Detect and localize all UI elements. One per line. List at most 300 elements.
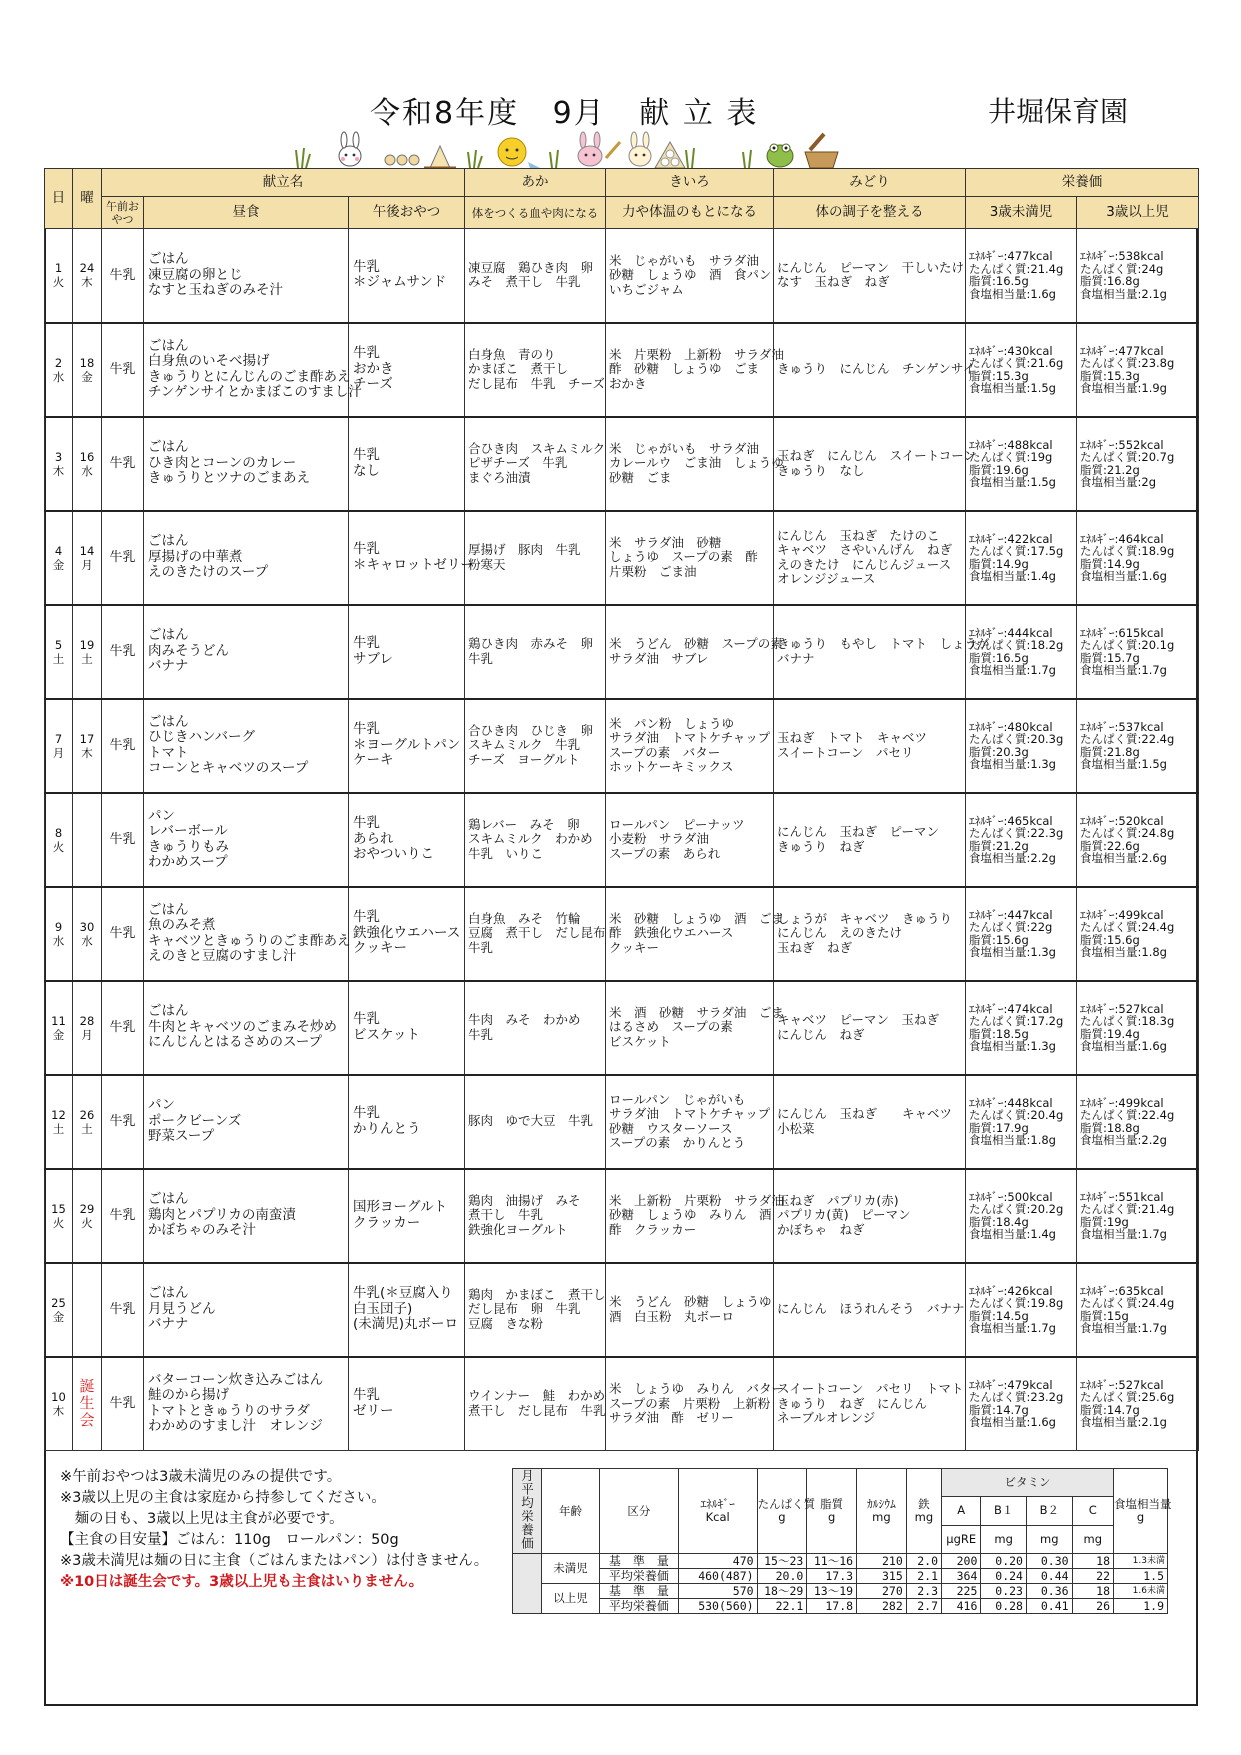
cell-line: 酢 クラッカー: [609, 1221, 697, 1237]
rabbit-cream-icon: [629, 132, 651, 166]
cell-line: サラダ油 酢 ゼリー: [609, 1410, 734, 1425]
date-cell: [45, 699, 73, 793]
cell-line: スキムミルク 牛乳: [468, 737, 581, 753]
lunch-cell: [144, 699, 349, 793]
date: 11: [51, 1013, 66, 1028]
date-cell: [45, 511, 73, 605]
nutrition-under3-cell: [966, 981, 1077, 1075]
table-row: [45, 699, 1199, 793]
cell-line: 脂質:14.5g: [969, 1308, 1029, 1323]
date2-cell: [73, 887, 102, 981]
avg-row: [513, 1599, 1168, 1614]
avg-value-salt: 1.9: [1114, 1599, 1168, 1614]
avg-value-b1: 0.24: [981, 1569, 1027, 1584]
avg-value-p: 20.0: [757, 1569, 807, 1584]
cell-line: ｴﾈﾙｷﾞｰ:465kcal: [969, 813, 1053, 828]
cell-line: ごはん: [148, 1191, 189, 1208]
header-red: あか: [465, 169, 606, 197]
cell-line: いちごジャム: [609, 281, 684, 297]
cell-line: 食塩相当量:1.9g: [1080, 381, 1167, 395]
cell-line: 食塩相当量:1.5g: [969, 381, 1056, 395]
avg-value-fe: 2.1: [906, 1569, 941, 1584]
yellow-group-cell: [606, 887, 785, 981]
cell-line: ｴﾈﾙｷﾞｰ:479kcal: [969, 1377, 1053, 1392]
date2: 30: [79, 919, 95, 934]
nutrition-over3-cell: [1077, 1263, 1199, 1357]
cell-line: 鶏肉とパプリカの南蛮漬: [148, 1206, 296, 1223]
cell-line: かぼちゃ ねぎ: [777, 1221, 865, 1237]
cell-line: たんぱく質:19.8g: [969, 1296, 1064, 1310]
red-group-cell: [465, 323, 606, 417]
cell-line: 牛乳: [468, 939, 494, 955]
cell-line: ピザチーズ 牛乳: [468, 455, 568, 471]
cell-line: にんじん えのきたけ: [777, 925, 903, 941]
date2-cell: [73, 1357, 102, 1451]
cell-line: かまぼこ 煮干し: [468, 361, 569, 377]
cell-line: ｴﾈﾙｷﾞｰ:615kcal: [1080, 625, 1164, 640]
cell-line: おかき: [609, 375, 647, 391]
cell-line: 食塩相当量:1.3g: [969, 945, 1056, 959]
cell-line: ごはん: [148, 533, 189, 550]
avg-value-p: 22.1: [757, 1599, 807, 1614]
cell-line: 砂糖 ごま: [609, 469, 672, 485]
weekday: 火: [52, 275, 65, 290]
yellow-group-cell: [606, 1263, 774, 1357]
cell-line: 鶏レバー みそ 卵: [468, 816, 580, 832]
avg-value-ca: 270: [857, 1584, 907, 1599]
morning-snack-cell: 牛乳: [102, 699, 144, 793]
avg-value-fe: 2.7: [906, 1599, 941, 1614]
note-line: 麺の日も、3歳以上児は主食が必要です。: [60, 1511, 344, 1527]
avg-value-salt: 1.5: [1114, 1569, 1168, 1584]
cell-line: ｴﾈﾙｷﾞｰ:464kcal: [1080, 531, 1164, 546]
cell-line: 脂質:22.6g: [1080, 838, 1140, 853]
birthday-label: 生: [79, 1394, 95, 1413]
cell-line: ｴﾈﾙｷﾞｰ:520kcal: [1080, 813, 1164, 828]
cell-line: 白身魚のいそべ揚げ: [148, 353, 270, 369]
cell-line: たんぱく質:25.6g: [1080, 1390, 1175, 1405]
avg-age: 未満児: [542, 1554, 600, 1584]
cell-line: 食塩相当量:1.3g: [969, 1039, 1056, 1053]
cell-line: (未満児)丸ボーロ: [353, 1316, 459, 1333]
avg-value-f: 13～19: [807, 1584, 857, 1599]
header-green: みどり: [774, 169, 966, 197]
note-line: ※午前おやつは3歳未満児のみの提供です。: [60, 1469, 342, 1485]
date-cell: [45, 229, 73, 323]
table-row: [45, 417, 1199, 511]
date: 10: [51, 1389, 66, 1404]
cell-line: 食塩相当量:1.5g: [1080, 757, 1167, 771]
header-nutrition: 栄養価: [966, 169, 1199, 197]
yellow-group-cell: [606, 1075, 774, 1169]
nutrition-under3-cell: [966, 1357, 1077, 1451]
cell-line: 脂質:15.7g: [1080, 650, 1140, 665]
cell-line: 豆腐 煮干し だし昆布: [468, 925, 606, 941]
cell-line: 脂質:15.6g: [969, 932, 1029, 947]
nutrition-under3-cell: [966, 323, 1077, 417]
avg-value-a: 364: [942, 1569, 981, 1584]
avg-value-c: 18: [1072, 1584, 1113, 1599]
red-group-cell: [465, 699, 606, 793]
cell-line: サラダ油 トマトケチャップ: [609, 1106, 771, 1121]
cell-line: なし: [353, 462, 380, 479]
cell-line: たんぱく質:20.2g: [969, 1202, 1064, 1216]
cell-line: にんじん 玉ねぎ キャベツ: [777, 1106, 953, 1121]
nutrition-over3-cell: [1077, 981, 1199, 1075]
mortar-icon: [805, 134, 838, 168]
avg-kubun: 平均栄養価: [600, 1599, 679, 1614]
morning-snack-cell: 牛乳: [102, 1263, 144, 1357]
red-group-cell: [465, 793, 606, 887]
lunch-cell: [144, 1169, 349, 1263]
cell-line: なすと玉ねぎのみそ汁: [148, 282, 283, 298]
cell-line: 食塩相当量:1.6g: [969, 1415, 1056, 1430]
nutrition-under3-cell: [966, 511, 1077, 605]
cell-line: 牛乳: [468, 650, 494, 666]
cell-line: ごはん: [148, 1003, 189, 1020]
cell-line: 食塩相当量:2.1g: [1080, 1415, 1167, 1430]
weekday2: 木: [81, 745, 93, 760]
cell-line: 酢 鉄強化ウエハース: [609, 925, 734, 941]
cell-line: 牛乳: [353, 1387, 380, 1404]
avg-kubun-header: 区分: [600, 1469, 679, 1554]
date2: 17: [79, 731, 95, 746]
cell-line: ｴﾈﾙｷﾞｰ:551kcal: [1080, 1189, 1164, 1204]
morning-snack-cell: 牛乳: [102, 1075, 144, 1169]
cell-line: たんぱく質:21.6g: [969, 356, 1064, 370]
avg-energy-header: ｴﾈﾙｷﾞｰ Kcal: [678, 1469, 757, 1554]
note-birthday: ※10日は誕生会です。3歳以上児も主食はいりません。: [60, 1574, 424, 1590]
avg-vitamin-header: ビタミン: [942, 1469, 1114, 1497]
cell-line: 食塩相当量:1.7g: [1080, 1227, 1167, 1241]
afternoon-snack-cell: [349, 511, 474, 605]
date2-cell: [73, 1075, 102, 1169]
date: 1: [54, 261, 63, 276]
cell-line: 脂質:21.8g: [1080, 744, 1140, 759]
cell-line: スイートコーン パセリ: [777, 744, 914, 760]
nutrition-under3-cell: [966, 1169, 1077, 1263]
cell-line: たんぱく質:24.4g: [1080, 1296, 1175, 1310]
cell-line: スープの素 バター: [609, 744, 721, 760]
cell-line: 脂質:21.2g: [969, 838, 1029, 853]
cell-line: 食塩相当量:2.2g: [1080, 1133, 1167, 1147]
cell-line: ｴﾈﾙｷﾞｰ:448kcal: [969, 1095, 1053, 1110]
cell-line: 牛乳: [353, 541, 380, 557]
cell-line: 牛乳 いりこ: [468, 845, 544, 861]
avg-value-fe: 2.0: [906, 1554, 941, 1569]
cell-line: 玉ねぎ トマト キャベツ: [777, 730, 928, 745]
cell-line: たんぱく質:22.3g: [969, 826, 1064, 840]
red-group-cell: [465, 887, 606, 981]
cell-line: 脂質:14.7g: [1080, 1402, 1140, 1417]
avg-side-spacer: [513, 1554, 542, 1614]
cell-line: にんじん ピーマン 干しいたけ: [777, 259, 965, 275]
cell-line: サラダ油 トマトケチャップ: [609, 730, 771, 745]
cell-line: クラッカー: [353, 1214, 421, 1231]
morning-snack-cell: 牛乳: [102, 417, 144, 511]
cell-line: たんぱく質:18.9g: [1080, 544, 1175, 558]
date2-cell: [73, 605, 102, 699]
cell-line: コーンとキャベツのスープ: [148, 760, 309, 776]
morning-snack-cell: 牛乳: [102, 511, 144, 605]
cell-line: 脂質:19g: [1080, 1214, 1129, 1229]
weekday: 火: [52, 1215, 65, 1230]
cell-line: トマト: [148, 744, 189, 761]
header-afternoon-snack: 午後おやつ: [349, 197, 465, 229]
cell-line: 牛乳: [353, 635, 380, 651]
cell-line: 砂糖 しょうゆ みりん 酒: [609, 1207, 772, 1223]
cell-line: きゅうりとツナのごまあえ: [148, 470, 310, 487]
green-group-cell: [774, 1169, 966, 1263]
date2: 24: [79, 261, 95, 276]
cell-line: 鮭のから揚げ: [148, 1387, 229, 1404]
cell-line: たんぱく質:20.7g: [1080, 450, 1175, 464]
yellow-group-cell: [606, 981, 784, 1075]
dango-stand-icon: [655, 142, 685, 168]
cell-line: 食塩相当量:1.7g: [969, 1321, 1056, 1335]
cell-line: だし昆布 卵 牛乳: [468, 1301, 581, 1317]
cell-line: ごはん: [148, 901, 189, 918]
lunch-cell: [144, 1075, 349, 1169]
cell-line: 米 砂糖 しょうゆ 酒 ごま: [609, 910, 785, 926]
cell-line: パプリカ(黄) ピーマン: [777, 1207, 911, 1223]
morning-snack-cell: 牛乳: [102, 1169, 144, 1263]
table-row: [45, 511, 1199, 605]
cell-line: 脂質:20.3g: [969, 744, 1029, 759]
afternoon-snack-cell: [349, 699, 465, 793]
cell-line: 月見うどん: [148, 1300, 216, 1317]
cell-line: 脂質:17.9g: [969, 1120, 1029, 1135]
cell-line: きゅうり なし: [777, 462, 865, 478]
avg-va-unit: μgRE: [942, 1525, 981, 1553]
avg-value-e: 460(487): [678, 1569, 757, 1584]
nutrition-under3-cell: [966, 229, 1077, 323]
green-group-cell: [774, 417, 977, 511]
green-group-cell: [774, 229, 966, 323]
cell-line: きゅうりもみ: [148, 838, 229, 855]
cell-line: ごはん: [148, 1285, 189, 1302]
cell-line: スープの素 片栗粉 上新粉: [609, 1395, 771, 1411]
cell-line: 鉄強化ウエハース: [353, 924, 461, 941]
cell-line: 食塩相当量:1.4g: [969, 569, 1056, 583]
date-cell: [45, 1169, 73, 1263]
cell-line: ｴﾈﾙｷﾞｰ:635kcal: [1080, 1283, 1164, 1298]
morning-snack-cell: 牛乳: [102, 793, 144, 887]
table-row: [45, 1263, 1199, 1357]
table-row: [45, 793, 1199, 887]
header-lunch: 昼食: [144, 197, 349, 229]
header-yellow-desc: 力や体温のもとになる: [606, 197, 774, 229]
header-date: 日: [45, 169, 73, 229]
cell-line: 脂質:19.6g: [969, 462, 1029, 477]
cell-line: 食塩相当量:1.3g: [969, 757, 1056, 771]
avg-iron-header: 鉄 mg: [906, 1469, 941, 1554]
cell-line: ｴﾈﾙｷﾞｰ:538kcal: [1080, 249, 1164, 264]
yellow-group-cell: [606, 1357, 785, 1451]
cell-line: ごはん: [148, 439, 189, 456]
cell-line: 食塩相当量:2.1g: [1080, 286, 1167, 301]
weekday2: 水: [81, 933, 93, 948]
lunch-cell: [144, 605, 349, 699]
cell-line: たんぱく質:22.4g: [1080, 1108, 1175, 1122]
cell-line: 砂糖 ウスターソース: [609, 1120, 733, 1136]
nutrition-over3-cell: [1077, 1169, 1199, 1263]
nutrition-over3-cell: [1077, 229, 1199, 323]
cell-line: にんじん 玉ねぎ たけのこ: [777, 527, 940, 543]
avg-value-c: 22: [1072, 1569, 1113, 1584]
avg-row: [513, 1554, 1168, 1569]
table-row: [45, 323, 1199, 417]
green-group-cell: [774, 699, 966, 793]
header-over3: 3歳以上児: [1077, 197, 1199, 229]
nutrition-under3-cell: [966, 417, 1077, 511]
avg-value-p: 15～23: [757, 1554, 807, 1569]
cell-line: 豆腐 きな粉: [468, 1315, 544, 1331]
cell-line: バナナ: [148, 1316, 189, 1333]
weekday: 金: [52, 1027, 65, 1042]
avg-value-f: 17.8: [807, 1599, 857, 1614]
cell-line: 白身魚 みそ 竹輪: [468, 910, 581, 926]
cell-line: 米 サラダ油 砂糖: [609, 534, 722, 550]
date-cell: [45, 793, 73, 887]
nutrition-over3-cell: [1077, 887, 1199, 981]
cell-line: 米 うどん 砂糖 スープの素: [609, 636, 783, 651]
cell-line: はるさめ スープの素: [609, 1019, 733, 1035]
cell-line: 米 酒 砂糖 サラダ油 ごま: [609, 1004, 784, 1020]
cell-line: ｴﾈﾙｷﾞｰ:477kcal: [1080, 343, 1164, 358]
cell-line: 脂質:16.8g: [1080, 274, 1140, 289]
nutrition-over3-cell: [1077, 699, 1199, 793]
date-cell: [45, 887, 73, 981]
red-group-cell: [465, 1169, 606, 1263]
red-group-cell: [465, 605, 606, 699]
avg-value-f: 17.3: [807, 1569, 857, 1584]
cell-line: ｴﾈﾙｷﾞｰ:477kcal: [969, 249, 1053, 264]
cell-line: ｴﾈﾙｷﾞｰ:444kcal: [969, 625, 1053, 640]
avg-value-ca: 282: [857, 1599, 907, 1614]
afternoon-snack-cell: [349, 323, 465, 417]
decoration-illustration: [290, 128, 850, 170]
cell-line: サブレ: [353, 650, 393, 667]
cell-line: ＊ヨーグルトパン: [353, 736, 461, 753]
cell-line: たんぱく質:24.4g: [1080, 920, 1175, 934]
avg-va-header: A: [942, 1497, 981, 1525]
cell-line: パン: [148, 1097, 175, 1114]
avg-age: 以上児: [542, 1584, 600, 1614]
cell-line: クッキー: [609, 939, 660, 955]
avg-vb2-header: B２: [1026, 1497, 1072, 1525]
table-row: [45, 887, 1199, 981]
notes: [60, 1467, 488, 1593]
cell-line: きゅうり ねぎ にんじん: [777, 1395, 928, 1411]
cell-line: 脂質:18.5g: [969, 1026, 1029, 1041]
cell-line: 牛乳: [353, 447, 380, 463]
avg-kubun: 基 準 量: [600, 1554, 679, 1569]
cell-line: 脂質:15.6g: [1080, 932, 1140, 947]
title-month: 9月: [552, 96, 606, 131]
afternoon-snack-cell: [349, 1075, 465, 1169]
date: 9: [54, 919, 63, 934]
date: 12: [51, 1107, 66, 1122]
cell-line: まぐろ油漬: [468, 469, 531, 485]
date: 4: [54, 543, 63, 558]
nutrition-under3-cell: [966, 793, 1077, 887]
cell-line: ｴﾈﾙｷﾞｰ:480kcal: [969, 719, 1053, 734]
date: 5: [54, 637, 63, 652]
cell-line: 米 じゃがいも サラダ油: [609, 252, 759, 268]
cell-line: 米 しょうゆ みりん バター: [609, 1381, 785, 1396]
nutrition-over3-cell: [1077, 323, 1199, 417]
cell-line: 酢 砂糖 しょうゆ ごま: [609, 361, 760, 377]
cell-line: かぼちゃのみそ汁: [148, 1222, 256, 1239]
avg-value-b2: 0.41: [1026, 1599, 1072, 1614]
cell-line: ホットケーキミックス: [609, 759, 734, 774]
cell-line: ポークビーンズ: [148, 1112, 242, 1129]
nutrition-under3-cell: [966, 1263, 1077, 1357]
cell-line: ごはん: [148, 713, 189, 730]
cell-line: ｴﾈﾙｷﾞｰ:430kcal: [969, 343, 1053, 358]
avg-vc-unit: mg: [1072, 1525, 1113, 1553]
cell-line: かりんとう: [353, 1120, 421, 1137]
avg-value-a: 200: [942, 1554, 981, 1569]
date-cell: [45, 417, 73, 511]
cell-line: みそ 煮干し 牛乳: [468, 274, 581, 290]
cell-line: 厚揚げ 豚肉 牛乳: [468, 542, 581, 557]
table-row: [45, 605, 1199, 699]
date2: 14: [79, 543, 95, 558]
green-group-cell: [774, 1263, 966, 1357]
cell-line: たんぱく質:17.5g: [969, 544, 1064, 558]
cell-line: キャベツときゅうりのごま酢あえ: [148, 932, 351, 949]
cell-line: ＊ジャムサンド: [353, 274, 447, 291]
avg-value-b2: 0.36: [1026, 1584, 1072, 1599]
nutrition-under3-cell: [966, 1075, 1077, 1169]
avg-value-e: 470: [678, 1554, 757, 1569]
cell-line: おやついりこ: [353, 846, 434, 863]
cell-line: レバーボール: [148, 823, 228, 839]
date2-cell: [73, 417, 102, 511]
green-group-cell: [774, 323, 976, 417]
afternoon-snack-cell: [349, 887, 465, 981]
cell-line: たんぱく質:21.4g: [969, 261, 1064, 276]
date2-cell: [73, 793, 102, 887]
cell-line: ビスケット: [353, 1026, 420, 1043]
page-title: [370, 88, 780, 132]
cell-line: スイートコーン パセリ トマト: [777, 1381, 964, 1396]
avg-value-salt: 1.6未満: [1114, 1584, 1168, 1599]
weekday: 水: [52, 369, 65, 384]
cell-line: ごはん: [148, 251, 189, 267]
cell-line: ごはん: [148, 627, 189, 644]
cell-line: ｴﾈﾙｷﾞｰ:527kcal: [1080, 1001, 1164, 1016]
cell-line: ロールパン じゃがいも: [609, 1091, 746, 1107]
weekday: 金: [52, 557, 65, 572]
cell-line: 鶏肉 かまぼこ 煮干し: [468, 1286, 606, 1302]
weekday2: 火: [81, 1215, 93, 1230]
afternoon-snack-cell: [349, 605, 465, 699]
cell-line: スープの素 かりんとう: [609, 1135, 746, 1150]
cell-line: 食塩相当量:1.6g: [1080, 1039, 1167, 1053]
cell-line: 玉ねぎ にんじん スイートコーン: [777, 448, 977, 463]
date2-cell: [73, 511, 102, 605]
date2: 29: [79, 1201, 95, 1216]
cell-line: キャベツ さやいんげん ねぎ: [777, 542, 953, 557]
cell-line: たんぱく質:24.8g: [1080, 826, 1175, 840]
nutrition-over3-cell: [1077, 793, 1199, 887]
cell-line: 脂質:19.4g: [1080, 1026, 1140, 1041]
header-menu-name: 献立名: [102, 169, 465, 197]
yellow-group-cell: [606, 323, 784, 417]
